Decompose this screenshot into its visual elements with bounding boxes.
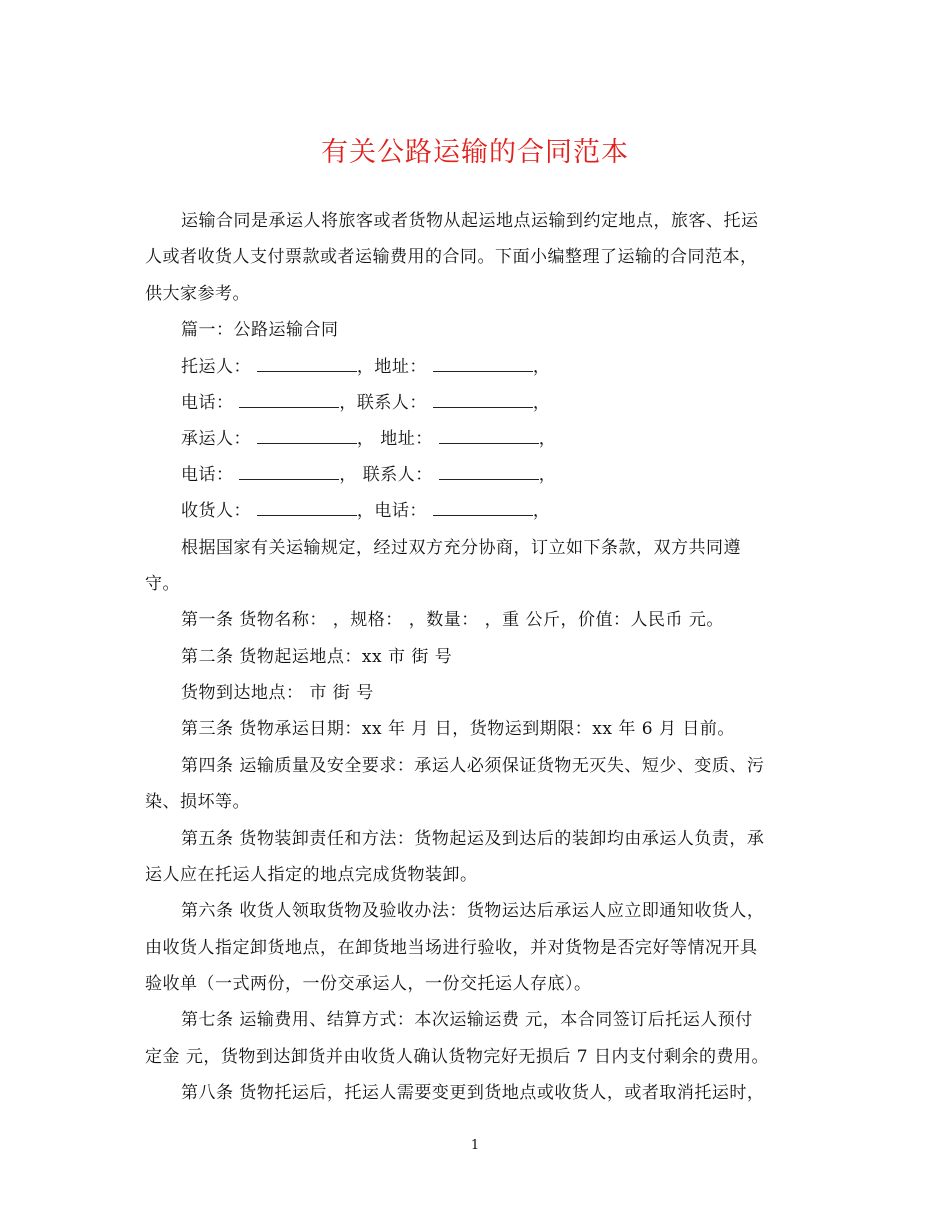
blank-field	[439, 465, 539, 480]
clause-line: 第七条 运输费用、结算方式：本次运输运费 元，本合同签订后托运人预付	[181, 1010, 753, 1030]
intro-line: 运输合同是承运人将旅客或者货物从起运地点运输到约定地点，旅客、托运	[181, 211, 759, 231]
party-line-carrier: 承运人： ， 地址： ，	[181, 429, 557, 449]
clause-line: 染、损坏等。	[145, 792, 250, 812]
clause-line: 第八条 货物托运后，托运人需要变更到货地点或收货人，或者取消托运时，	[181, 1083, 765, 1103]
document-title: 有关公路运输的合同范本	[321, 137, 629, 168]
clause-line: 定金 元，货物到达卸货并由收货人确认货物完好无损后 7 日内支付剩余的费用。	[145, 1047, 770, 1067]
intro-line: 供大家参考。	[145, 284, 250, 304]
intro-line: 人或者收货人支付票款或者运输费用的合同。下面小编整理了运输的合同范本，	[145, 247, 758, 267]
page-number: 1	[470, 1138, 480, 1153]
blank-field	[439, 429, 539, 444]
clause-line: 第二条 货物起运地点：xx 市 街 号	[181, 647, 453, 667]
clause-line: 守。	[145, 574, 180, 594]
clause-line: 运人应在托运人指定的地点完成货物装卸。	[145, 865, 478, 885]
clause-line: 由收货人指定卸货地点，在卸货地当场进行验收，并对货物是否完好等情况开具	[145, 938, 758, 958]
clause-line: 第四条 运输质量及安全要求：承运人必须保证货物无灭失、短少、变质、污	[181, 756, 765, 776]
clause-line: 货物到达地点： 市 街 号	[181, 683, 374, 703]
section-heading: 篇一：公路运输合同	[181, 320, 339, 340]
blank-field	[433, 501, 533, 516]
blank-field	[433, 393, 533, 408]
clause-line: 第六条 收货人领取货物及验收办法：货物运达后承运人应立即通知收货人，	[181, 901, 765, 921]
blank-field	[257, 357, 357, 372]
party-line-shipper-phone: 电话： ，联系人： ，	[181, 393, 551, 413]
blank-field	[257, 501, 357, 516]
blank-field	[257, 429, 357, 444]
clause-line: 根据国家有关运输规定，经过双方充分协商，订立如下条款，双方共同遵	[181, 538, 741, 558]
blank-field	[433, 357, 533, 372]
party-line-carrier-phone: 电话： ， 联系人： ，	[181, 465, 557, 485]
clause-line: 验收单（一式两份，一份交承运人，一份交托运人存底）。	[145, 974, 592, 994]
blank-field	[239, 465, 339, 480]
clause-line: 第五条 货物装卸责任和方法：货物起运及到达后的装卸均由承运人负责，承	[181, 829, 765, 849]
party-line-shipper: 托运人： ，地址： ，	[181, 357, 551, 377]
clause-line: 第一条 货物名称： ，规格： ，数量： ，重 公斤，价值：人民币 元。	[181, 610, 724, 630]
clause-line: 第三条 货物承运日期：xx 年 月 日，货物运到期限：xx 年 6 月 日前。	[181, 719, 735, 739]
party-line-consignee: 收货人： ，电话： ，	[181, 501, 551, 521]
blank-field	[239, 393, 339, 408]
